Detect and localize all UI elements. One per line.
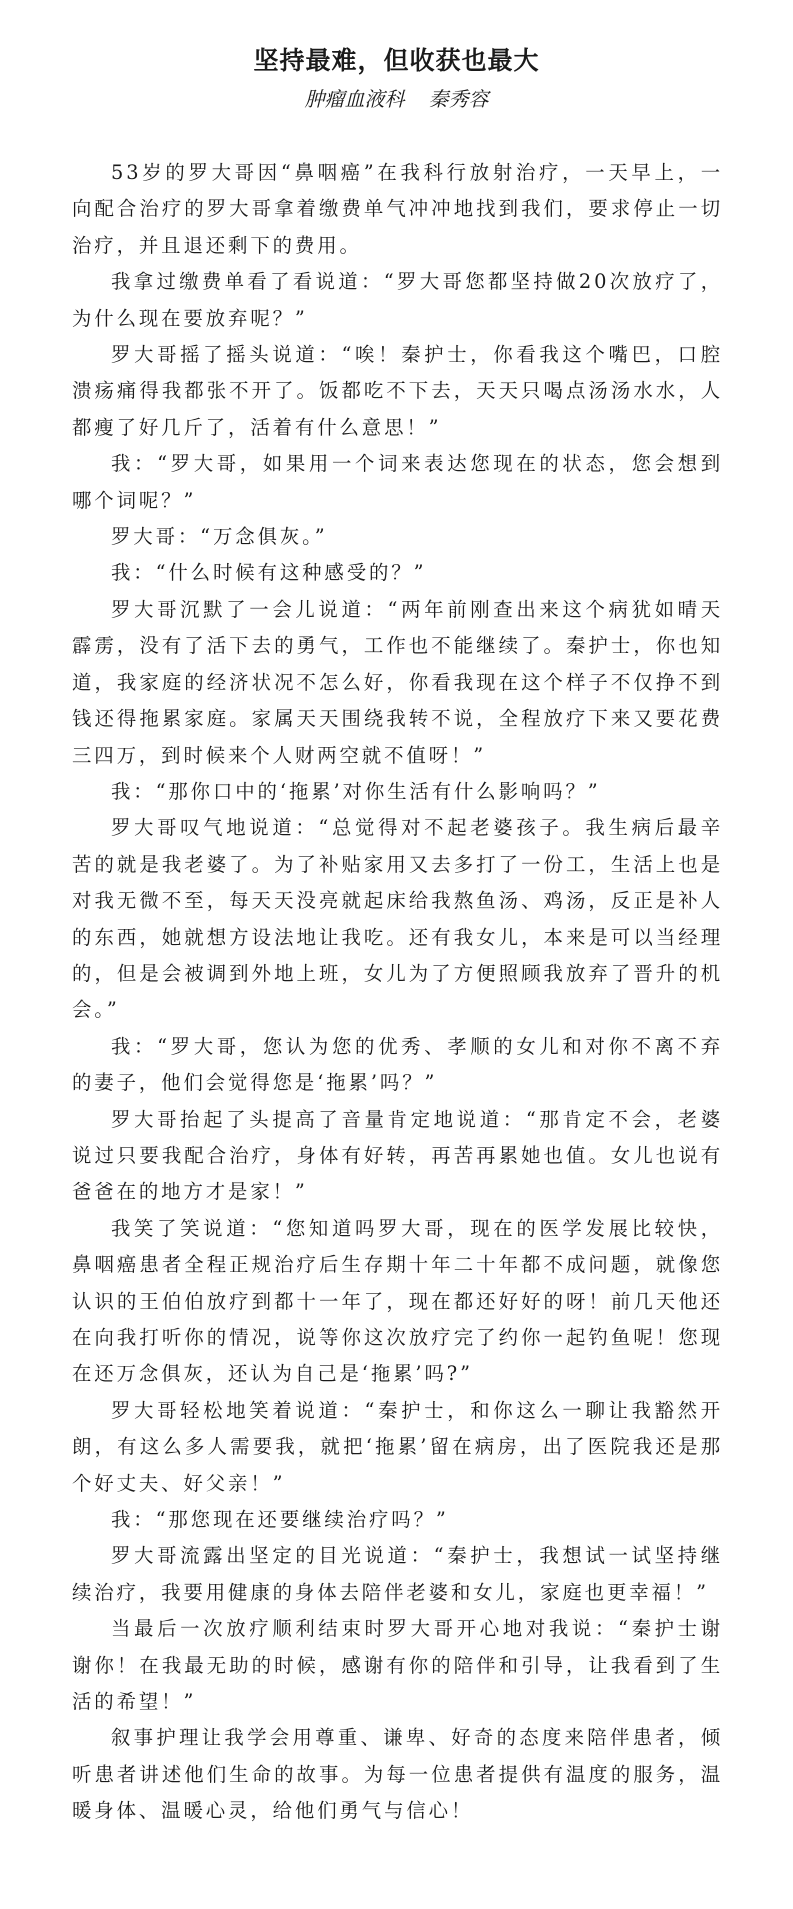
paragraph-dialogue: 罗大哥叹气地说道：“总觉得对不起老婆孩子。我生病后最辛苦的就是我老婆了。为了补贴家用又去多打了一份工，生活上也是对我无微不至，每天天没亮就起床给我熬鱼汤、鸡汤，反正是补人的东西，她就想方设法地让我吃。还有我女儿，本来是可以当经理的，但是会被调到外地上班，女儿为了方便照顾我放弃了晋升的机会。”	[72, 816, 723, 1022]
paragraph-dialogue: 我：“那你口中的‘拖累’对你生活有什么影响吗？”	[111, 779, 601, 803]
paragraph-dialogue: 罗大哥：“万念俱灰。”	[111, 525, 328, 549]
paragraph-dialogue: 我：“罗大哥，您认为您的优秀、孝顺的女儿和对你不离不弃的妻子，他们会觉得您是‘拖累’吗？”	[72, 1034, 723, 1095]
article-title: 坚持最难，但收获也最大	[253, 46, 540, 75]
paragraph-dialogue: 我：“什么时候有这种感受的？”	[111, 561, 427, 585]
article-byline	[0, 84, 793, 114]
department-name: 肿瘤血液科	[304, 87, 405, 111]
paragraph-dialogue: 罗大哥抬起了头提高了音量肯定地说道：“那肯定不会，老婆说过只要我配合治疗，身体有好转，再苦再累她也值。女儿也说有爸爸在的地方才是家！”	[72, 1107, 723, 1204]
paragraph-dialogue: 当最后一次放疗顺利结束时罗大哥开心地对我说：“秦护士谢谢你！在我最无助的时候，感谢有你的陪伴和引导，让我看到了生活的希望！”	[72, 1617, 723, 1714]
paragraph-dialogue: 我：“罗大哥，如果用一个词来表达您现在的状态，您会想到哪个词呢？”	[72, 452, 723, 512]
paragraph-conclusion: 叙事护理让我学会用尊重、谦卑、好奇的态度来陪伴患者，倾听患者讲述他们生命的故事。为每一位患者提供有温度的服务，温暖身体、温暖心灵，给他们勇气与信心！	[72, 1726, 723, 1823]
paragraph-dialogue: 罗大哥摇了摇头说道：“唉！秦护士，你看我这个嘴巴，口腔溃疡痛得我都张不开了。饭都吃不下去，天天只喝点汤汤水水，人都瘦了好几斤了，活着有什么意思！”	[72, 343, 723, 439]
paragraph-dialogue: 我笑了笑说道：“您知道吗罗大哥，现在的医学发展比较快，鼻咽癌患者全程正规治疗后生存期十年二十年都不成问题，就像您认识的王伯伯放疗到都十一年了，现在都还好好的呀！前几天他还在向我打听你的情况，说等你这次放疗完了约你一起钓鱼呢！您现在还万念俱灰，还认为自己是‘拖累’吗?”	[72, 1216, 723, 1386]
paragraph-dialogue: 罗大哥沉默了一会儿说道：“两年前刚查出来这个病犹如晴天霹雳，没有了活下去的勇气，工作也不能继续了。秦护士，你也知道，我家庭的经济状况不怎么好，你看我现在这个样子不仅挣不到钱还得拖累家庭。家属天天围绕我转不说，全程放疗下来又要花费三四万，到时候来个人财两空就不值呀！”	[72, 597, 723, 767]
paragraph-dialogue: 罗大哥流露出坚定的目光说道：“秦护士，我想试一试坚持继续治疗，我要用健康的身体去陪伴老婆和女儿，家庭也更幸福！”	[72, 1544, 723, 1604]
article-body	[72, 155, 723, 1830]
author-name: 秦秀容	[428, 87, 489, 111]
paragraph-dialogue: 罗大哥轻松地笑着说道：“秦护士，和你这么一聊让我豁然开朗，有这么多人需要我，就把‘拖累’留在病房，出了医院我还是那个好丈夫、好父亲！”	[72, 1398, 723, 1495]
paragraph-dialogue: 我：“那您现在还要继续治疗吗？”	[111, 1508, 449, 1532]
paragraph-intro: 53岁的罗大哥因“鼻咽癌”在我科行放射治疗，一天早上，一向配合治疗的罗大哥拿着缴费单气冲冲地找到我们，要求停止一切治疗，并且退还剩下的费用。	[72, 161, 723, 257]
paragraph-dialogue: 我拿过缴费单看了看说道：“罗大哥您都坚持做20次放疗了，为什么现在要放弃呢？”	[72, 270, 723, 330]
